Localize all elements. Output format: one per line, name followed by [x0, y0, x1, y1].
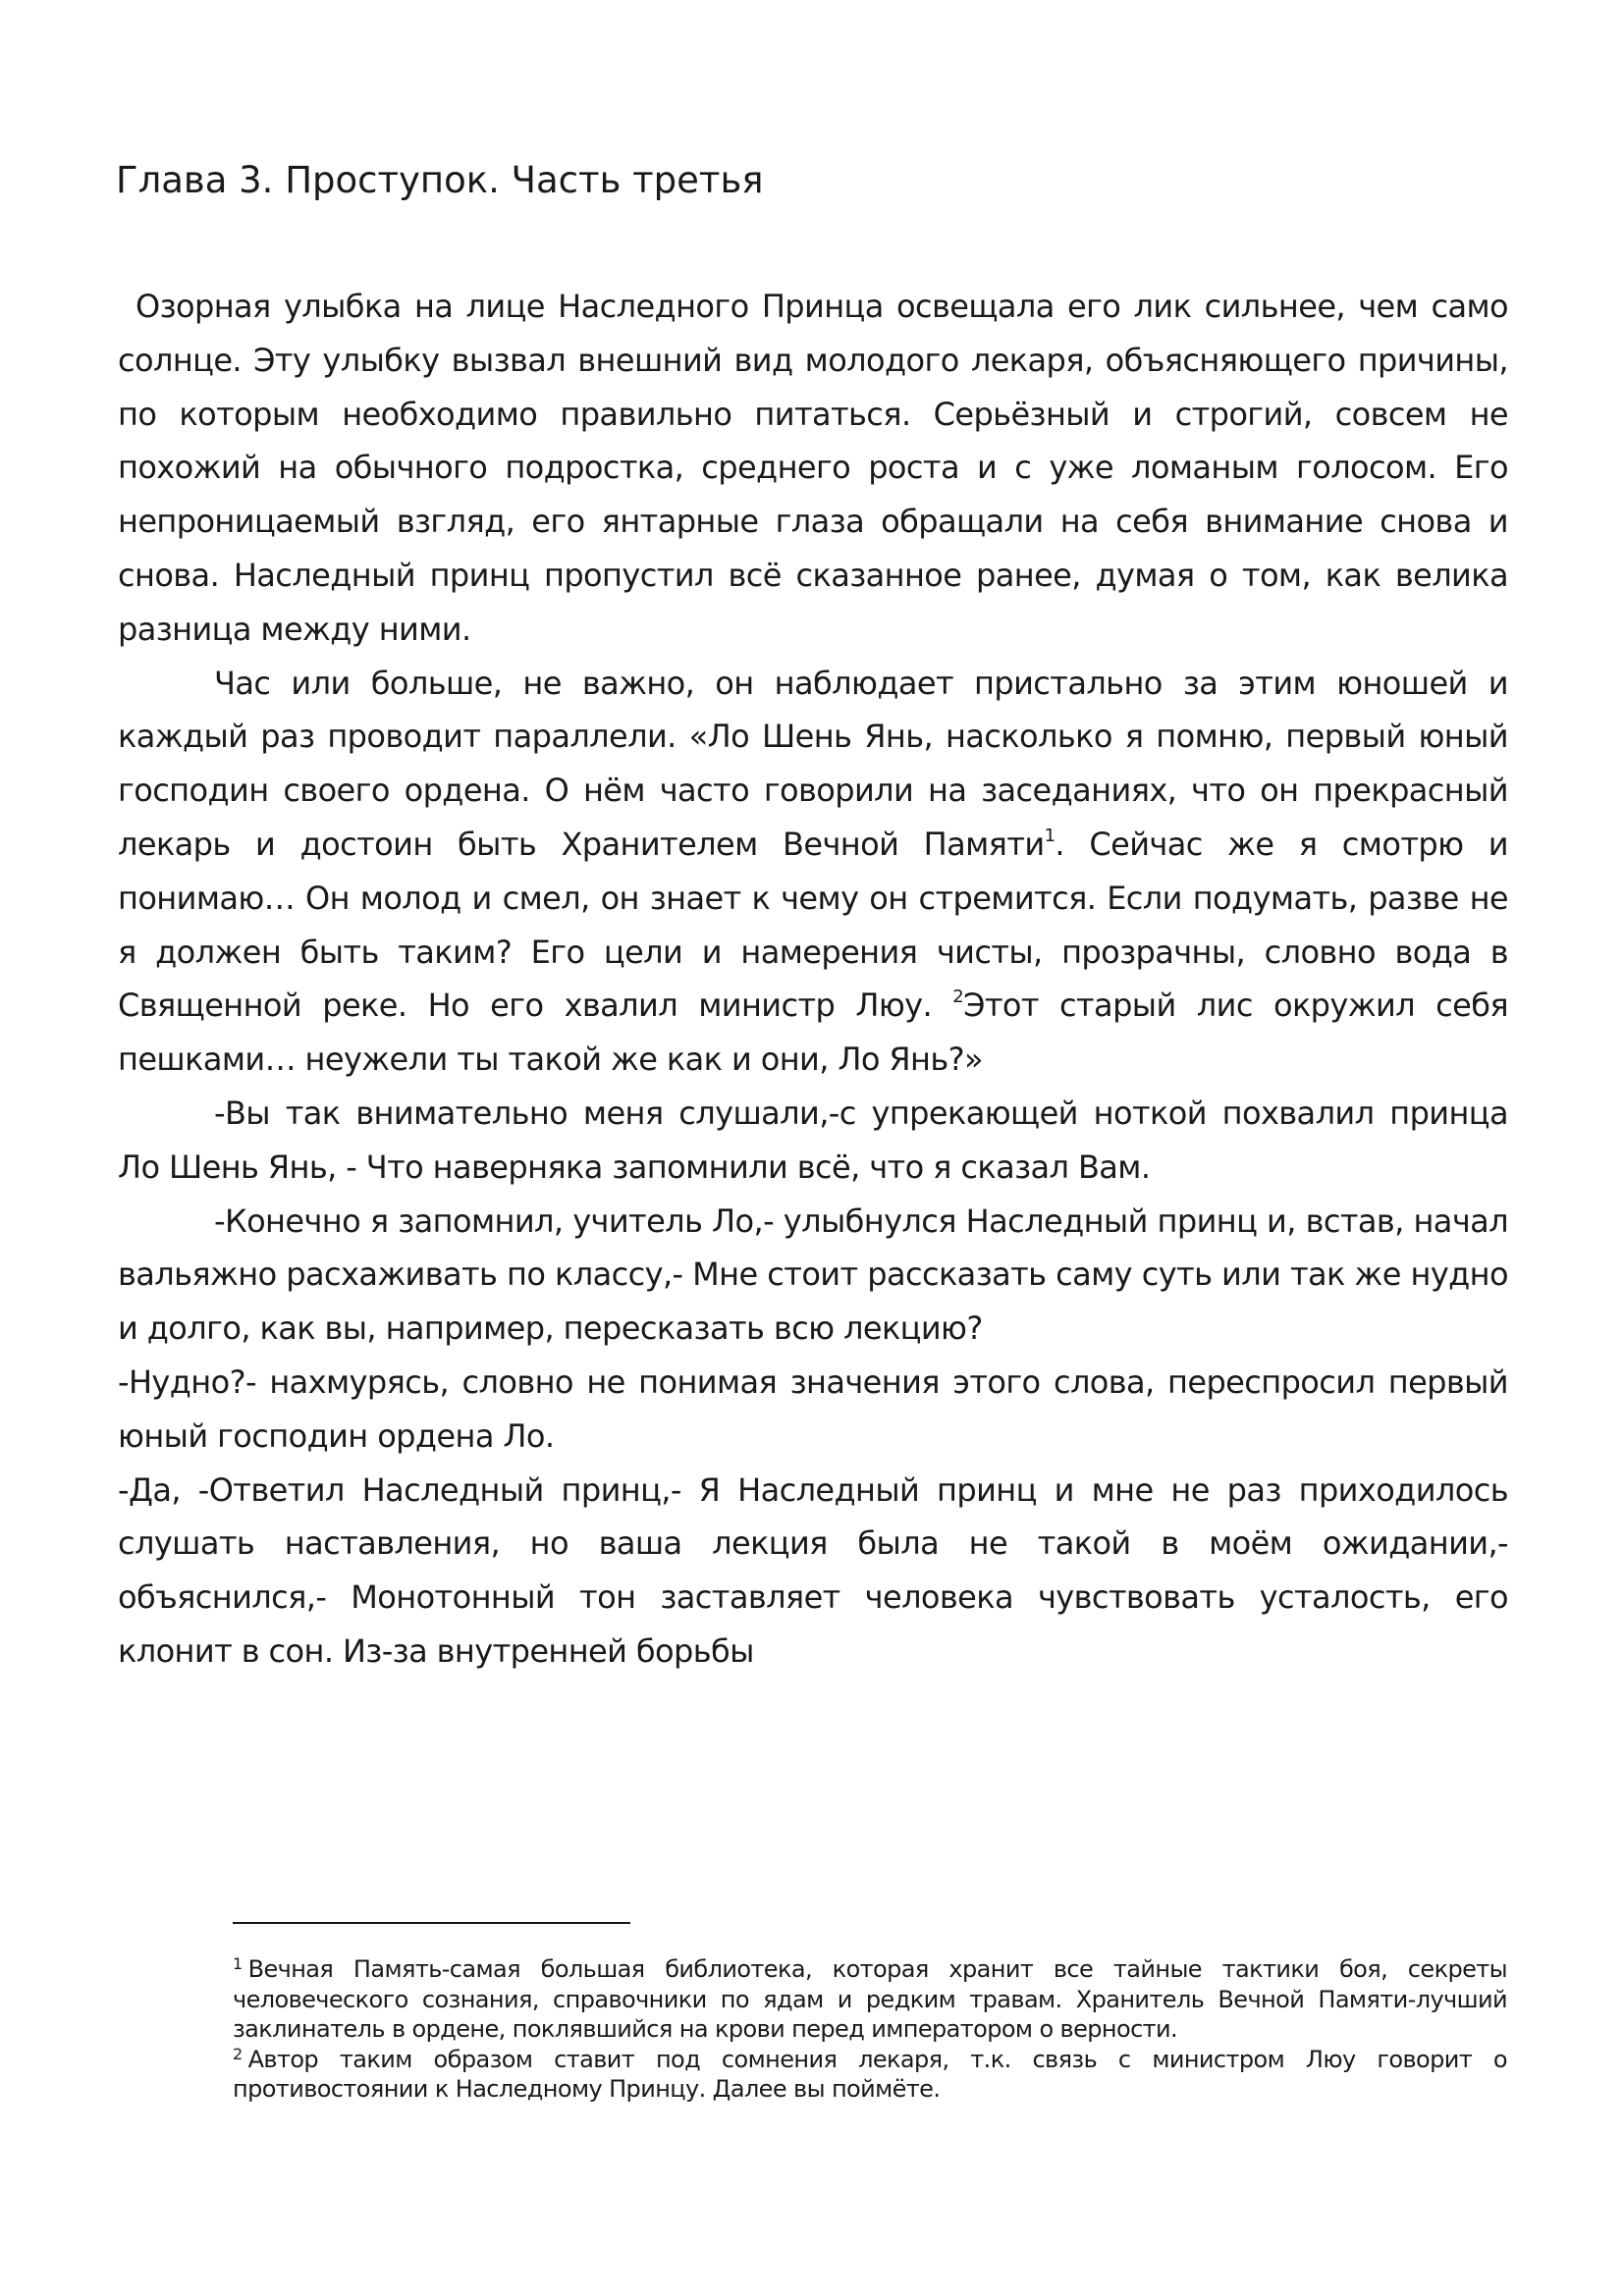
footnote-separator	[233, 1922, 630, 1924]
footnote-ref-1: 1	[1044, 825, 1056, 846]
chapter-title: Глава 3. Проступок. Часть третья	[116, 159, 764, 201]
paragraph-6: -Да, -Ответил Наследный принц,- Я Наследный принц и мне не раз приходилось слушать наставления, но ваша лекция была не такой в моём ожидании,- объяснился,- Монотонный тон заставляет человека чувствовать усталость, его клонит в сон. Из-за внутренней борьбы	[118, 1470, 1508, 1670]
paragraph-2-text-a: Час или больше, не важно, он наблюдает пристально за этим юношей и каждый раз проводит параллели. «Ло Шень Янь, насколько я помню, первый юный господин своего ордена. О нём часто говорили на заседаниях, что он прекрасный лекарь и достоин быть Хранителем Вечной Памяти	[118, 664, 1508, 863]
footnote-1-mark: 1	[233, 1954, 243, 1973]
paragraph-1: Озорная улыбка на лице Наследного Принца освещала его лик сильнее, чем само солнце. Эту улыбку вызвал внешний вид молодого лекаря, объясняющего причины, по которым необходимо правильно питаться. Серьёзный и строгий, совсем не похожий на обычного подростка, среднего роста и с уже ломаным голосом. Его непроницаемый взгляд, его янтарные глаза обращали на себя внимание снова и снова. Наследный принц пропустил всё сказанное ранее, думая о том, как велика разница между ними.	[118, 288, 1508, 648]
paragraph-2-text-c: Этот старый лис окружил себя пешками… неужели ты такой же как и они, Ло Янь?»	[118, 987, 1509, 1079]
paragraph-4: -Конечно я запомнил, учитель Ло,- улыбнулся Наследный принц и, встав, начал вальяжно расхаживать по классу,- Мне стоит рассказать саму суть или так же нудно и долго, как вы, например, пересказать всю лекцию?	[118, 1201, 1508, 1348]
footnote-2-mark: 2	[233, 2044, 243, 2063]
footnote-2	[233, 2045, 1507, 2105]
footnote-1	[233, 1954, 1507, 2045]
paragraph-3: -Вы так внимательно меня слушали,-с упрекающей ноткой похвалил принца Ло Шень Янь, - Что наверняка запомнили всё, что я сказал Вам.	[118, 1094, 1508, 1186]
footnote-1-text: Вечная Память-самая большая библиотека, которая хранит все тайные тактики боя, секреты человеческого сознания, справочники по ядам и редким травам. Хранитель Вечной Памяти-лучший заклинатель в ордене, поклявшийся на крови перед императором о верности.	[233, 1955, 1507, 2044]
body-text	[118, 280, 1508, 1679]
paragraph-2	[118, 657, 1508, 1087]
paragraph-5: -Нудно?- нахмурясь, словно не понимая значения этого слова, переспросил первый юный господин ордена Ло.	[118, 1362, 1508, 1455]
footnote-2-text: Автор таким образом ставит под сомнения лекаря, т.к. связь с министром Люу говорит о противостоянии к Наследному Принцу. Далее вы поймёте.	[233, 2045, 1507, 2104]
paragraph-2-text-b: . Сейчас же я смотрю и понимаю… Он молод и смел, он знает к чему он стремится. Если подумать, разве не я должен быть таким? Его цели и намерения чисты, прозрачны, словно вода в Священной реке. Но его хвалил министр Люу.	[118, 825, 1508, 1025]
footnotes	[233, 1954, 1507, 2105]
footnote-ref-2: 2	[952, 987, 964, 1008]
